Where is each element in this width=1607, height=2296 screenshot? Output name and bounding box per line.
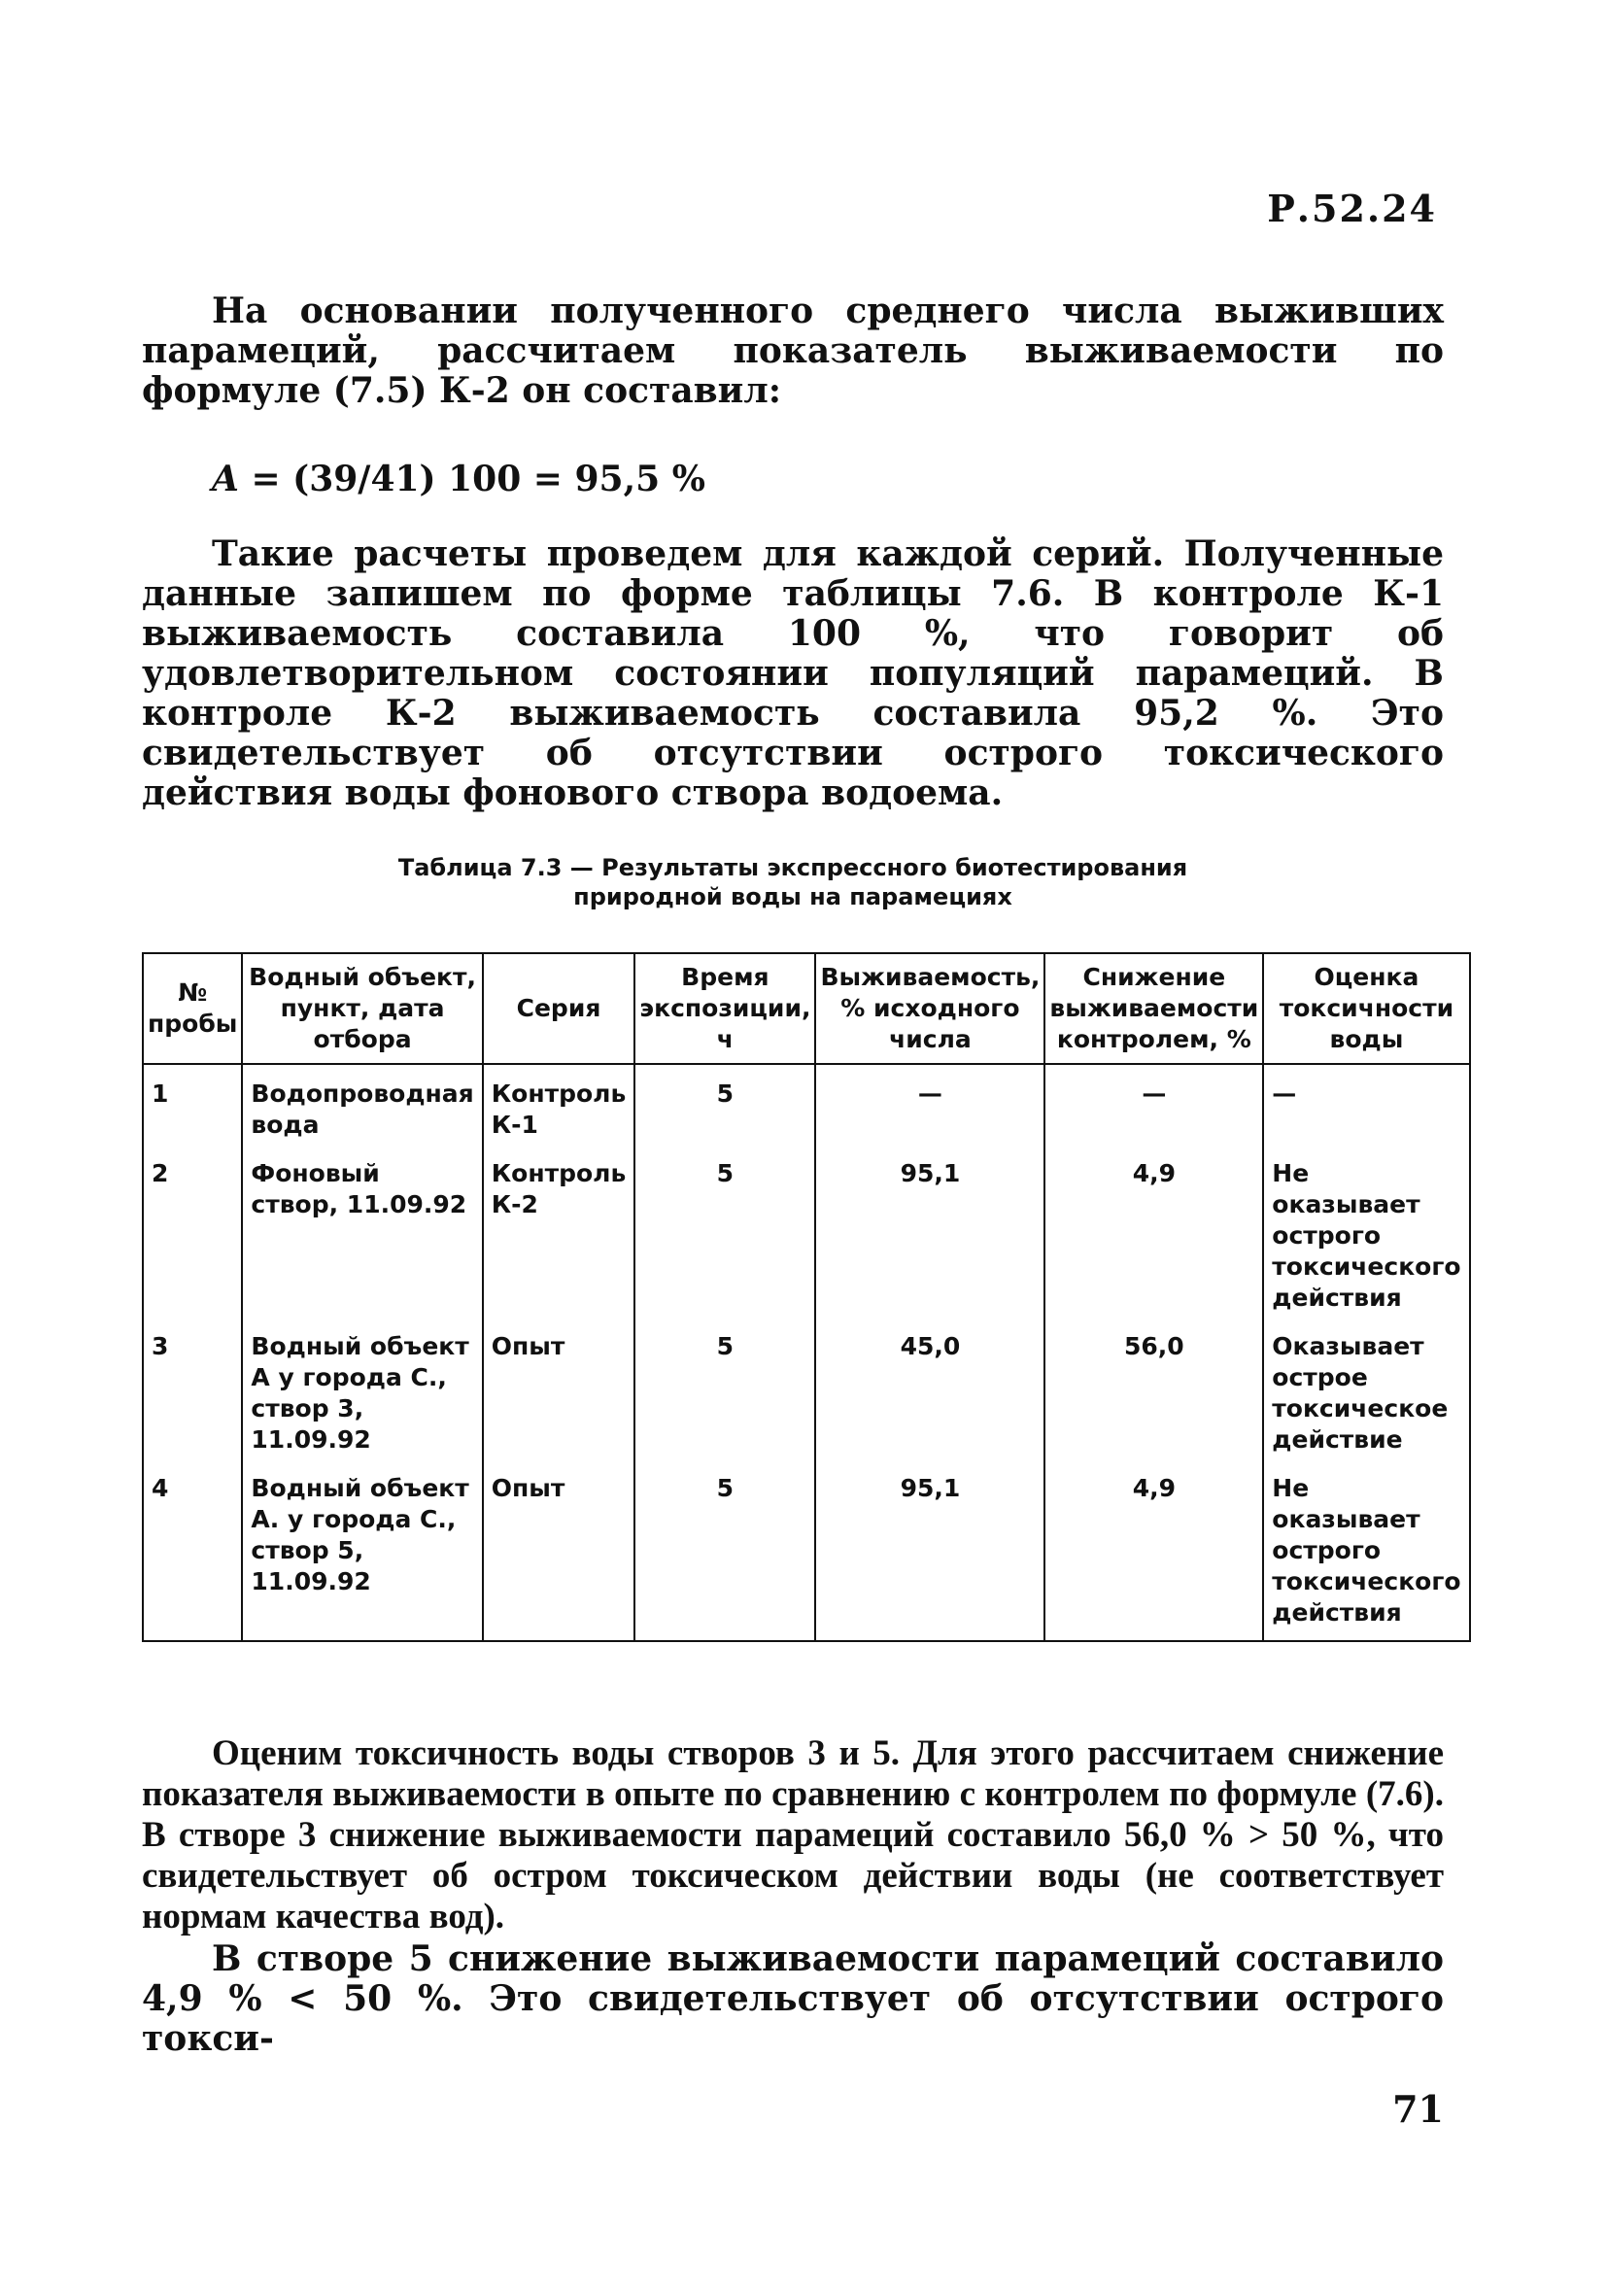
cell-survival-decrease: 56,0 [1044, 1325, 1263, 1467]
formula-variable: A [212, 459, 239, 499]
header-water-object: Водный объект, пункт, дата отбора [242, 953, 482, 1064]
table-caption [142, 853, 1444, 911]
formula [212, 459, 705, 499]
document-code: Р.52.24 [1267, 187, 1437, 230]
cell-survival: 45,0 [815, 1325, 1044, 1467]
cell-sample-number: 4 [143, 1467, 242, 1641]
table-row [143, 1325, 1470, 1467]
cell-survival-decrease: 4,9 [1044, 1467, 1263, 1641]
cell-series: Контроль К-2 [483, 1152, 635, 1325]
cell-exposure-time: 5 [634, 1467, 815, 1641]
cell-series: Опыт [483, 1325, 635, 1467]
cell-toxicity-assessment: — [1263, 1064, 1469, 1152]
cell-sample-number: 1 [143, 1064, 242, 1152]
paragraph-results-text: Такие расчеты проведем для каждой серий. Полученные данные запишем по форме таблицы 7.6. В контроле К-1 выживаемость составила 100 %, что говорит об удовлетворительном состоянии популяций парамеций. В контроле К-2 выживаемость составила 95,2 %. Это свидетельствует об отсутствии острого токсического действия воды фонового створа водоема. [142, 533, 1444, 813]
cell-sample-number: 3 [143, 1325, 242, 1467]
header-exposure-time: Время экспозиции, ч [634, 953, 815, 1064]
cell-toxicity-assessment: Не оказывает острого токсического действия [1263, 1467, 1469, 1641]
table-header-row [143, 953, 1470, 1064]
cell-water-object: Водопроводная вода [242, 1064, 482, 1152]
paragraph-intro-text: На основании полученного среднего числа выживших парамеций, рассчитаем показатель выживаемости по формуле (7.5) К-2 он составил: [142, 291, 1444, 411]
paragraph-intro [142, 291, 1444, 411]
cell-water-object: Водный объект А у города С., створ 3, 11.09.92 [242, 1325, 482, 1467]
cell-survival-decrease: 4,9 [1044, 1152, 1263, 1325]
cell-survival: 95,1 [815, 1152, 1044, 1325]
cell-exposure-time: 5 [634, 1152, 815, 1325]
cell-survival: — [815, 1064, 1044, 1152]
paragraph-evaluation [142, 1733, 1444, 1937]
formula-expression: = (39/41) 100 = 95,5 % [238, 459, 705, 499]
paragraph-conclusion [142, 1939, 1444, 2059]
cell-series: Контроль К-1 [483, 1064, 635, 1152]
results-table [142, 952, 1471, 1642]
table-caption-line1: Таблица 7.3 — Результаты экспрессного биотестирования [397, 854, 1188, 881]
table-row [143, 1152, 1470, 1325]
cell-toxicity-assessment: Не оказывает острого токсического действия [1263, 1152, 1469, 1325]
table-row [143, 1467, 1470, 1641]
cell-sample-number: 2 [143, 1152, 242, 1325]
table-row [143, 1064, 1470, 1152]
cell-survival: 95,1 [815, 1467, 1044, 1641]
cell-water-object: Фоновый створ, 11.09.92 [242, 1152, 482, 1325]
cell-water-object: Водный объект А. у города С., створ 5, 11.09.92 [242, 1467, 482, 1641]
header-survival-decrease: Снижение выживаемости контролем, % [1044, 953, 1263, 1064]
paragraph-conclusion-text: В створе 5 снижение выживаемости парамеций составило 4,9 % < 50 %. Это свидетельствует об отсутствии острого токси- [142, 1938, 1444, 2059]
header-sample-number: № пробы [143, 953, 242, 1064]
table-caption-line2: природной воды на парамециях [573, 883, 1012, 910]
header-toxicity-assessment: Оценка токсичности воды [1263, 953, 1469, 1064]
cell-exposure-time: 5 [634, 1325, 815, 1467]
cell-survival-decrease: — [1044, 1064, 1263, 1152]
paragraph-evaluation-text: Оценим токсичность воды створов 3 и 5. Для этого рассчитаем снижение показателя выживаемости в опыте по сравнению с контролем по формуле (7.6). В створе 3 снижение выживаемости парамеций составило 56,0 % > 50 %, что свидетельствует об остром токсическом действии воды (не соответствует нормам качества вод). [142, 1733, 1444, 1936]
header-series: Серия [483, 953, 635, 1064]
page-number: 71 [1392, 2087, 1444, 2131]
cell-exposure-time: 5 [634, 1064, 815, 1152]
cell-toxicity-assessment: Оказывает острое токсическое действие [1263, 1325, 1469, 1467]
paragraph-results [142, 534, 1444, 813]
cell-series: Опыт [483, 1467, 635, 1641]
header-survival: Выживаемость, % исходного числа [815, 953, 1044, 1064]
